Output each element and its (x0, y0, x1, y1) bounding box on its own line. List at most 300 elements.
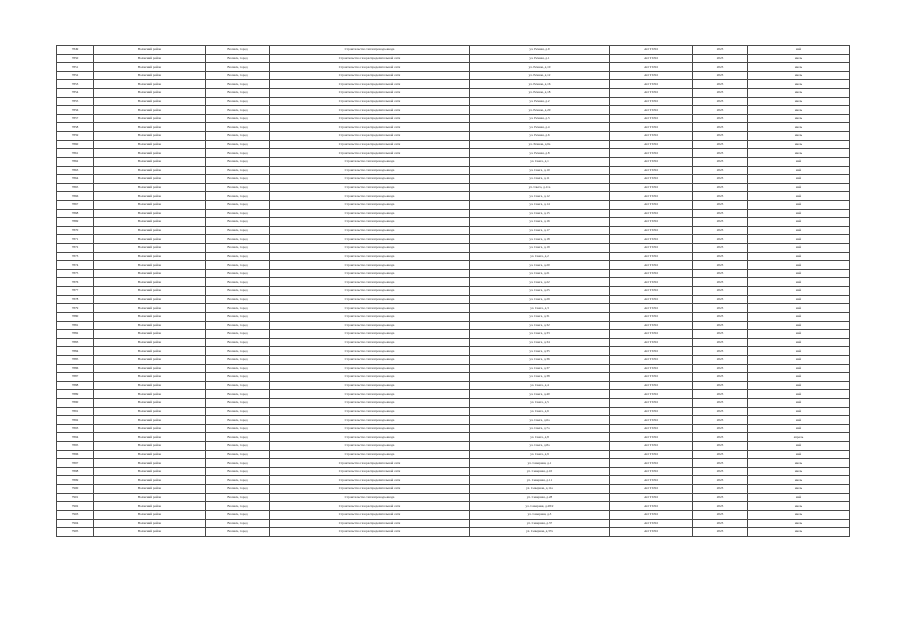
row-number-cell: 7858 (57, 123, 94, 132)
month-cell: июль (748, 502, 850, 511)
locality-cell: Волжск, город (206, 192, 270, 201)
address-cell: ул. Речная, д.3 (470, 114, 610, 123)
district-cell: Волжский район (94, 459, 206, 468)
district-cell: Волжский район (94, 502, 206, 511)
district-cell: Волжский район (94, 519, 206, 528)
row-number-cell: 7866 (57, 192, 94, 201)
month-cell: май (748, 235, 850, 244)
month-cell: май (748, 373, 850, 382)
locality-cell: Волжск, город (206, 235, 270, 244)
table-row (57, 321, 850, 330)
month-cell: май (748, 295, 850, 304)
year-cell: 2023 (693, 46, 748, 55)
row-number-cell: 7891 (57, 407, 94, 416)
month-cell: май (748, 416, 850, 425)
year-cell: 2023 (693, 132, 748, 141)
address-cell: ул. Свега, д.11а (470, 183, 610, 192)
address-cell: ул. Свега, д.2 (470, 252, 610, 261)
district-cell: Волжский район (94, 114, 206, 123)
year-cell: 2023 (693, 192, 748, 201)
year-cell: 2023 (693, 442, 748, 451)
address-cell: ул. Свега, д.3 (470, 304, 610, 313)
month-cell: июль (748, 459, 850, 468)
row-number-cell: 7867 (57, 200, 94, 209)
work-type-cell: Строительство газораспределительной сети (270, 476, 470, 485)
row-number-cell: 7895 (57, 442, 94, 451)
address-cell: ул. Свега, д.10 (470, 166, 610, 175)
address-cell: ул. Свега, д.35 (470, 347, 610, 356)
row-number-cell: 7899 (57, 476, 94, 485)
address-cell: ул. Свега, д.16 (470, 218, 610, 227)
district-cell: Волжский район (94, 218, 206, 227)
locality-cell: Волжск, город (206, 295, 270, 304)
row-number-cell: 7892 (57, 416, 94, 425)
table-row (57, 312, 850, 321)
row-number-cell: 7887 (57, 373, 94, 382)
district-cell: Волжский район (94, 278, 206, 287)
locality-cell: Волжск, город (206, 175, 270, 184)
month-cell: май (748, 175, 850, 184)
organization-cell: АО ТГЛО (610, 235, 693, 244)
district-cell: Волжский район (94, 528, 206, 537)
table-row (57, 338, 850, 347)
organization-cell: АО ТГЛО (610, 63, 693, 72)
locality-cell: Волжск, город (206, 510, 270, 519)
row-number-cell: 7871 (57, 235, 94, 244)
work-type-cell: Строительство теплопровода-ввода (270, 218, 470, 227)
district-cell: Волжский район (94, 424, 206, 433)
district-cell: Волжский район (94, 89, 206, 98)
organization-cell: АО ТГЛО (610, 424, 693, 433)
address-cell: ул. Речная, д.1 (470, 54, 610, 63)
table-row (57, 485, 850, 494)
row-number-cell: 7881 (57, 321, 94, 330)
year-cell: 2023 (693, 364, 748, 373)
year-cell: 2023 (693, 493, 748, 502)
work-type-cell: Строительство теплопровода-ввода (270, 390, 470, 399)
work-type-cell: Строительство теплопровода-ввода (270, 433, 470, 442)
month-cell: июль (748, 528, 850, 537)
work-type-cell: Строительство теплопровода-ввода (270, 450, 470, 459)
year-cell: 2023 (693, 467, 748, 476)
organization-cell: АО ТГЛО (610, 89, 693, 98)
year-cell: 2023 (693, 89, 748, 98)
work-type-cell: Строительство газораспределительной сети (270, 106, 470, 115)
locality-cell: Волжск, город (206, 226, 270, 235)
table-row (57, 252, 850, 261)
year-cell: 2023 (693, 528, 748, 537)
locality-cell: Волжск, город (206, 209, 270, 218)
work-type-cell: Строительство газораспределительной сети (270, 54, 470, 63)
table-row (57, 192, 850, 201)
table-row (57, 347, 850, 356)
year-cell: 2023 (693, 510, 748, 519)
district-cell: Волжский район (94, 54, 206, 63)
month-cell: июль (748, 114, 850, 123)
locality-cell: Волжск, город (206, 390, 270, 399)
locality-cell: Волжск, город (206, 355, 270, 364)
month-cell: июль (748, 80, 850, 89)
locality-cell: Волжск, город (206, 200, 270, 209)
month-cell: июль (748, 132, 850, 141)
row-number-cell: 7902 (57, 502, 94, 511)
organization-cell: АО ТГЛО (610, 330, 693, 339)
address-cell: ул. Свега, д.14 (470, 200, 610, 209)
month-cell: июль (748, 467, 850, 476)
table-row (57, 261, 850, 270)
district-cell: Волжский район (94, 295, 206, 304)
year-cell: 2023 (693, 123, 748, 132)
row-number-cell: 7864 (57, 175, 94, 184)
address-cell: ул. Свега, д.38 (470, 373, 610, 382)
district-cell: Волжский район (94, 416, 206, 425)
year-cell: 2023 (693, 476, 748, 485)
year-cell: 2023 (693, 459, 748, 468)
row-number-cell: 7888 (57, 381, 94, 390)
work-type-cell: Строительство газораспределительной сети (270, 485, 470, 494)
locality-cell: Волжск, город (206, 321, 270, 330)
row-number-cell: 7900 (57, 485, 94, 494)
district-cell: Волжский район (94, 485, 206, 494)
locality-cell: Волжск, город (206, 347, 270, 356)
row-number-cell: 7865 (57, 183, 94, 192)
organization-cell: АО ТГЛО (610, 175, 693, 184)
year-cell: 2023 (693, 226, 748, 235)
table-row (57, 71, 850, 80)
month-cell: май (748, 192, 850, 201)
district-cell: Волжский район (94, 467, 206, 476)
month-cell: май (748, 183, 850, 192)
district-cell: Волжский район (94, 493, 206, 502)
district-cell: Волжский район (94, 510, 206, 519)
work-type-cell: Строительство газораспределительной сети (270, 519, 470, 528)
table-row (57, 467, 850, 476)
row-number-cell: 7897 (57, 459, 94, 468)
table-row (57, 97, 850, 106)
organization-cell: АО ТГЛО (610, 442, 693, 451)
address-cell: ул. Свега, д.29 (470, 295, 610, 304)
work-type-cell: Строительство теплопровода-ввода (270, 416, 470, 425)
year-cell: 2023 (693, 209, 748, 218)
address-cell: ул. Северная, д.3 (470, 510, 610, 519)
locality-cell: Волжск, город (206, 132, 270, 141)
organization-cell: АО ТГЛО (610, 476, 693, 485)
district-cell: Волжский район (94, 226, 206, 235)
work-type-cell: Строительство теплопровода-ввода (270, 252, 470, 261)
work-type-cell: Строительство газораспределительной сети (270, 114, 470, 123)
work-type-cell: Строительство газораспределительной сети (270, 528, 470, 537)
row-number-cell: 7903 (57, 510, 94, 519)
address-cell: ул. Северная, д.37 (470, 519, 610, 528)
work-type-cell: Строительство газораспределительной сети (270, 459, 470, 468)
year-cell: 2023 (693, 433, 748, 442)
year-cell: 2023 (693, 183, 748, 192)
year-cell: 2023 (693, 63, 748, 72)
organization-cell: АО ТГЛО (610, 295, 693, 304)
address-cell: ул. Северная, д.28/2 (470, 502, 610, 511)
table-row (57, 381, 850, 390)
work-type-cell: Строительство теплопровода-ввода (270, 364, 470, 373)
table-row (57, 355, 850, 364)
work-type-cell: Строительство теплопровода-ввода (270, 373, 470, 382)
organization-cell: АО ТГЛО (610, 338, 693, 347)
month-cell: май (748, 226, 850, 235)
year-cell: 2023 (693, 424, 748, 433)
work-type-cell: Строительство теплопровода-ввода (270, 321, 470, 330)
locality-cell: Волжск, город (206, 364, 270, 373)
work-type-cell: Строительство теплопровода-ввода (270, 407, 470, 416)
locality-cell: Волжск, город (206, 183, 270, 192)
locality-cell: Волжск, город (206, 373, 270, 382)
year-cell: 2023 (693, 381, 748, 390)
table-row (57, 226, 850, 235)
work-type-cell: Строительство теплопровода-ввода (270, 493, 470, 502)
address-cell: ул. Речная, д.18 (470, 89, 610, 98)
table-row (57, 63, 850, 72)
district-cell: Волжский район (94, 373, 206, 382)
district-cell: Волжский район (94, 287, 206, 296)
organization-cell: АО ТГЛО (610, 183, 693, 192)
address-cell: ул. Свега, д.20 (470, 261, 610, 270)
organization-cell: АО ТГЛО (610, 287, 693, 296)
row-number-cell: 7862 (57, 157, 94, 166)
work-type-cell: Строительство теплопровода-ввода (270, 424, 470, 433)
organization-cell: АО ТГЛО (610, 312, 693, 321)
locality-cell: Волжск, город (206, 166, 270, 175)
address-cell: ул. Северная, д.37а (470, 528, 610, 537)
organization-cell: АО ТГЛО (610, 71, 693, 80)
organization-cell: АО ТГЛО (610, 80, 693, 89)
work-type-cell: Строительство теплопровода-ввода (270, 347, 470, 356)
organization-cell: АО ТГЛО (610, 502, 693, 511)
district-cell: Волжский район (94, 355, 206, 364)
organization-cell: АО ТГЛО (610, 54, 693, 63)
address-cell: ул. Свега, д.19 (470, 244, 610, 253)
row-number-cell: 7853 (57, 80, 94, 89)
locality-cell: Волжск, город (206, 287, 270, 296)
locality-cell: Волжск, город (206, 502, 270, 511)
table-row (57, 373, 850, 382)
work-type-cell: Строительство теплопровода-ввода (270, 398, 470, 407)
year-cell: 2023 (693, 114, 748, 123)
district-cell: Волжский район (94, 140, 206, 149)
row-number-cell: 7905 (57, 528, 94, 537)
month-cell: май (748, 407, 850, 416)
year-cell: 2023 (693, 106, 748, 115)
table-row (57, 123, 850, 132)
work-type-cell: Строительство теплопровода-ввода (270, 269, 470, 278)
month-cell: апрель (748, 433, 850, 442)
month-cell: май (748, 218, 850, 227)
address-cell: ул. Северная, д.11 (470, 476, 610, 485)
organization-cell: АО ТГЛО (610, 157, 693, 166)
work-type-cell: Строительство теплопровода-ввода (270, 46, 470, 55)
district-cell: Волжский район (94, 71, 206, 80)
address-cell: ул. Свега, д.18 (470, 235, 610, 244)
table-row (57, 502, 850, 511)
work-type-cell: Строительство газораспределительной сети (270, 510, 470, 519)
work-type-cell: Строительство теплопровода-ввода (270, 330, 470, 339)
row-number-cell: 7878 (57, 295, 94, 304)
year-cell: 2023 (693, 80, 748, 89)
locality-cell: Волжск, город (206, 459, 270, 468)
month-cell: июль (748, 54, 850, 63)
district-cell: Волжский район (94, 166, 206, 175)
locality-cell: Волжск, город (206, 433, 270, 442)
month-cell: июль (748, 89, 850, 98)
locality-cell: Волжск, город (206, 528, 270, 537)
row-number-cell: 7857 (57, 114, 94, 123)
year-cell: 2023 (693, 287, 748, 296)
row-number-cell: 7901 (57, 493, 94, 502)
year-cell: 2023 (693, 166, 748, 175)
organization-cell: АО ТГЛО (610, 106, 693, 115)
work-type-cell: Строительство теплопровода-ввода (270, 226, 470, 235)
work-type-cell: Строительство газораспределительной сети (270, 149, 470, 158)
row-number-cell: 7870 (57, 226, 94, 235)
year-cell: 2023 (693, 295, 748, 304)
row-number-cell: 7849 (57, 46, 94, 55)
work-type-cell: Строительство теплопровода-ввода (270, 166, 470, 175)
address-cell: ул. Свега, д.5 (470, 398, 610, 407)
locality-cell: Волжск, город (206, 442, 270, 451)
district-cell: Волжский район (94, 321, 206, 330)
address-cell: ул. Свега, д.31 (470, 312, 610, 321)
row-number-cell: 7879 (57, 304, 94, 313)
row-number-cell: 7850 (57, 54, 94, 63)
work-type-cell: Строительство теплопровода-ввода (270, 183, 470, 192)
table-row (57, 416, 850, 425)
year-cell: 2023 (693, 140, 748, 149)
year-cell: 2023 (693, 235, 748, 244)
locality-cell: Волжск, город (206, 54, 270, 63)
address-cell: ул. Свега, д.15 (470, 209, 610, 218)
locality-cell: Волжск, город (206, 89, 270, 98)
organization-cell: АО ТГЛО (610, 485, 693, 494)
work-type-cell: Строительство теплопровода-ввода (270, 442, 470, 451)
row-number-cell: 7852 (57, 71, 94, 80)
table-row (57, 106, 850, 115)
district-cell: Волжский район (94, 476, 206, 485)
locality-cell: Волжск, город (206, 450, 270, 459)
district-cell: Волжский район (94, 312, 206, 321)
locality-cell: Волжск, город (206, 261, 270, 270)
row-number-cell: 7856 (57, 106, 94, 115)
year-cell: 2023 (693, 398, 748, 407)
locality-cell: Волжск, город (206, 123, 270, 132)
table-row (57, 269, 850, 278)
locality-cell: Волжск, город (206, 485, 270, 494)
table-row (57, 519, 850, 528)
district-cell: Волжский район (94, 244, 206, 253)
work-type-cell: Строительство теплопровода-ввода (270, 244, 470, 253)
month-cell: июль (748, 71, 850, 80)
month-cell: июль (748, 123, 850, 132)
organization-cell: АО ТГЛО (610, 321, 693, 330)
month-cell: июль (748, 140, 850, 149)
month-cell: май (748, 304, 850, 313)
locality-cell: Волжск, город (206, 269, 270, 278)
address-cell: ул. Речная, д.8 (470, 149, 610, 158)
locality-cell: Волжск, город (206, 381, 270, 390)
row-number-cell: 7854 (57, 89, 94, 98)
work-type-cell: Строительство теплопровода-ввода (270, 304, 470, 313)
locality-cell: Волжск, город (206, 476, 270, 485)
year-cell: 2023 (693, 355, 748, 364)
work-type-cell: Строительство теплопровода-ввода (270, 338, 470, 347)
row-number-cell: 7893 (57, 424, 94, 433)
district-cell: Волжский район (94, 442, 206, 451)
table-row (57, 476, 850, 485)
work-type-cell: Строительство теплопровода-ввода (270, 157, 470, 166)
month-cell: июль (748, 485, 850, 494)
locality-cell: Волжск, город (206, 218, 270, 227)
address-cell: ул. Речная, д.10 (470, 63, 610, 72)
organization-cell: АО ТГЛО (610, 252, 693, 261)
organization-cell: АО ТГЛО (610, 226, 693, 235)
table-row (57, 200, 850, 209)
table-row (57, 493, 850, 502)
locality-cell: Волжск, город (206, 519, 270, 528)
organization-cell: АО ТГЛО (610, 407, 693, 416)
address-cell: ул. Свега, д.1 (470, 157, 610, 166)
locality-cell: Волжск, город (206, 157, 270, 166)
month-cell: май (748, 493, 850, 502)
work-type-cell: Строительство газораспределительной сети (270, 132, 470, 141)
locality-cell: Волжск, город (206, 80, 270, 89)
month-cell: май (748, 398, 850, 407)
year-cell: 2023 (693, 519, 748, 528)
district-cell: Волжский район (94, 106, 206, 115)
locality-cell: Волжск, город (206, 244, 270, 253)
address-cell: ул. Свега, д.12 (470, 192, 610, 201)
address-cell: ул. Свега, д.4 (470, 381, 610, 390)
locality-cell: Волжск, город (206, 149, 270, 158)
work-type-cell: Строительство газораспределительной сети (270, 140, 470, 149)
organization-cell: АО ТГЛО (610, 278, 693, 287)
district-cell: Волжский район (94, 200, 206, 209)
year-cell: 2023 (693, 244, 748, 253)
district-cell: Волжский район (94, 269, 206, 278)
district-cell: Волжский район (94, 132, 206, 141)
table-row (57, 407, 850, 416)
row-number-cell: 7868 (57, 209, 94, 218)
locality-cell: Волжск, город (206, 424, 270, 433)
locality-cell: Волжск, город (206, 330, 270, 339)
month-cell: май (748, 209, 850, 218)
table-row (57, 183, 850, 192)
row-number-cell: 7874 (57, 261, 94, 270)
address-cell: ул. Свега, д.34 (470, 338, 610, 347)
table-row (57, 450, 850, 459)
table-row (57, 330, 850, 339)
month-cell: май (748, 355, 850, 364)
row-number-cell: 7885 (57, 355, 94, 364)
year-cell: 2023 (693, 175, 748, 184)
address-cell: ул. Речная, д.2 (470, 97, 610, 106)
locality-cell: Волжск, город (206, 278, 270, 287)
table-row (57, 157, 850, 166)
month-cell: май (748, 347, 850, 356)
month-cell: июль (748, 63, 850, 72)
work-type-cell: Строительство теплопровода-ввода (270, 200, 470, 209)
year-cell: 2023 (693, 312, 748, 321)
data-table (56, 45, 850, 537)
locality-cell: Волжск, город (206, 398, 270, 407)
district-cell: Волжский район (94, 46, 206, 55)
work-type-cell: Строительство газораспределительной сети (270, 80, 470, 89)
table-row (57, 209, 850, 218)
